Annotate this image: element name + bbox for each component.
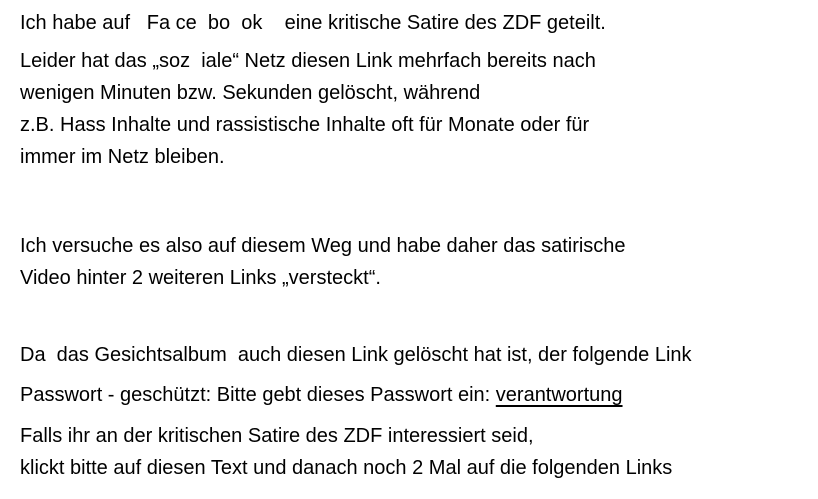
complaint-line-2: wenigen Minuten bzw. Sekunden gelöscht, während <box>20 82 481 104</box>
complaint-line-1: Leider hat das „soz iale“ Netz diesen Link mehrfach bereits nach <box>20 50 596 72</box>
paragraph-complaint <box>20 45 800 173</box>
complaint-line-3: z.B. Hass Inhalte und rassistische Inhalte oft für Monate oder für <box>20 114 590 136</box>
password-prompt-text: Passwort - geschützt: Bitte gebt dieses Passwort ein: <box>20 384 496 406</box>
complaint-line-4: immer im Netz bleiben. <box>20 146 225 168</box>
workaround-line-1: Ich versuche es also auf diesem Weg und habe daher das satirische <box>20 235 626 257</box>
paragraph-password <box>20 339 800 411</box>
workaround-line-2: Video hinter 2 weiteren Links „versteckt“. <box>20 267 381 289</box>
paragraph-workaround <box>20 230 800 294</box>
instructions-line-1: Falls ihr an der kritischen Satire des ZDF interessiert seid, <box>20 425 534 447</box>
paragraph-instructions <box>20 420 800 484</box>
password-prompt-line <box>20 379 800 411</box>
intro-line: Ich habe auf Fa ce bo ok eine kritische Satire des ZDF geteilt. <box>20 12 606 34</box>
password-intro-line: Da das Gesichtsalbum auch diesen Link gelöscht hat ist, der folgende Link <box>20 344 692 366</box>
instructions-line-2: klickt bitte auf diesen Text und danach noch 2 Mal auf die folgenden Links <box>20 457 673 479</box>
password-link[interactable]: verantwortung <box>495 384 623 406</box>
